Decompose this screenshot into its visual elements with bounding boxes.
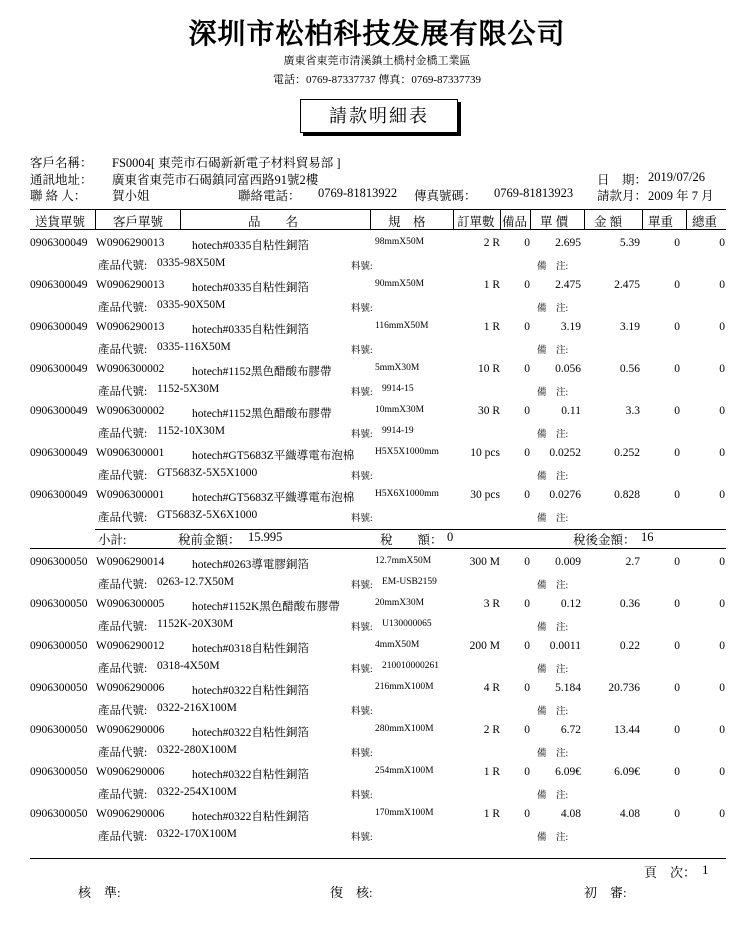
spare-qty: 0 (524, 640, 530, 652)
col-delivery-no: 送貨單號 (35, 215, 86, 229)
spare-qty: 0 (524, 363, 530, 375)
unit-price: 0.0011 (549, 640, 581, 652)
order-qty: 300 M (469, 556, 500, 568)
product-name: hotech#1152K黑色醋酸布膠帶 (192, 601, 340, 613)
spec: 20mmX30M (375, 598, 425, 608)
material-no-label: 料號: (351, 707, 373, 717)
material-no-label: 料號: (351, 388, 373, 398)
material-no-label: 料號: (351, 833, 373, 843)
material-no-label: 料號: (351, 430, 373, 440)
remark-label: 備 注: (537, 514, 569, 524)
spare-qty: 0 (524, 279, 530, 291)
header-sep (500, 210, 501, 229)
delivery-no: 0906300049 (30, 489, 88, 501)
aftertax-amount: 16 (641, 530, 654, 544)
unit-weight: 0 (674, 489, 680, 501)
amount: 0.36 (619, 598, 640, 610)
product-code: 0322-280X100M (157, 744, 237, 756)
unit-price: 5.184 (555, 682, 581, 694)
delivery-no: 0906300050 (30, 556, 88, 568)
customer-order-no: W0906290013 (96, 237, 165, 249)
amount: 0.828 (614, 489, 640, 501)
contact-label: 聯 絡 人： (30, 189, 87, 203)
remark-label: 備 注: (537, 791, 569, 801)
amount: 5.39 (619, 237, 640, 249)
total-weight: 0 (719, 405, 725, 417)
remark-label: 備 注: (537, 833, 569, 843)
spec: 280mmX100M (375, 724, 434, 734)
amount: 0.56 (619, 363, 640, 375)
product-code: 0318-4X50M (157, 660, 220, 672)
product-code-label: 產品代號: (98, 428, 148, 440)
product-code: 0335-116X50M (157, 341, 231, 353)
col-spare: 備品 (502, 215, 528, 229)
unit-weight: 0 (674, 279, 680, 291)
amount: 6.09€ (614, 766, 640, 778)
spec: 5mmX30M (375, 363, 420, 373)
order-qty: 1 R (483, 321, 500, 333)
amount: 0.22 (619, 640, 640, 652)
address-label: 通訊地址： (30, 173, 93, 187)
spare-qty: 0 (524, 405, 530, 417)
remark-label: 備 注: (537, 346, 569, 356)
header-sep (180, 210, 181, 229)
order-qty: 1 R (483, 808, 500, 820)
product-code: 0322-254X100M (157, 786, 237, 798)
delivery-no: 0906300050 (30, 682, 88, 694)
header-sep (530, 210, 531, 229)
product-name: hotech#0322自粘性銅箔 (192, 727, 309, 739)
unit-price: 0.11 (561, 405, 581, 417)
page-number: 1 (702, 862, 709, 877)
unit-weight: 0 (674, 724, 680, 736)
customer-order-no: W0906290006 (96, 724, 165, 736)
product-code-label: 產品代號: (98, 831, 148, 843)
material-no-label: 料號: (351, 304, 373, 314)
total-weight: 0 (719, 321, 725, 333)
product-code-label: 產品代號: (98, 705, 148, 717)
spare-qty: 0 (524, 447, 530, 459)
product-name: hotech#1152黑色醋酸布膠帶 (192, 408, 332, 420)
material-no: 9914-19 (382, 426, 414, 436)
order-qty: 30 pcs (470, 489, 500, 501)
col-total-weight: 總重 (692, 215, 718, 229)
spec: 12.7mmX50M (375, 556, 432, 566)
tax-amount: 0 (447, 530, 454, 544)
unit-price: 0.0252 (549, 447, 581, 459)
spec: 90mmX50M (375, 279, 425, 289)
unit-weight: 0 (674, 556, 680, 568)
col-order-qty: 訂單數 (457, 215, 495, 229)
material-no-label: 料號: (351, 665, 373, 675)
aftertax-label: 稅後金額： (573, 533, 636, 547)
delivery-no: 0906300049 (30, 321, 88, 333)
total-weight: 0 (719, 489, 725, 501)
spare-qty: 0 (524, 724, 530, 736)
spec: H5X6X1000mm (375, 489, 439, 499)
col-amount: 金 額 (594, 215, 623, 229)
spec: 216mmX100M (375, 682, 434, 692)
initial-review-label: 初 審: (584, 885, 627, 900)
total-weight: 0 (719, 682, 725, 694)
customer-order-no: W0906290013 (96, 279, 165, 291)
amount: 0.252 (614, 447, 640, 459)
spare-qty: 0 (524, 598, 530, 610)
order-qty: 30 R (477, 405, 500, 417)
order-qty: 2 R (483, 724, 500, 736)
unit-price: 3.19 (560, 321, 581, 333)
group-separator (30, 548, 726, 549)
material-no: U130000065 (382, 619, 432, 629)
spare-qty: 0 (524, 237, 530, 249)
customer-order-no: W0906300001 (96, 447, 165, 459)
spare-qty: 0 (524, 489, 530, 501)
approve-label: 核 準: (78, 885, 121, 900)
product-name: hotech#0335自粘性銅箔 (192, 324, 309, 336)
material-no-label: 料號: (351, 623, 373, 633)
col-product-name: 品 名 (248, 215, 299, 229)
billing-month: 2009 年 7 月 (648, 189, 714, 203)
product-name: hotech#GT5683Z平織導電布泡棉 (192, 450, 355, 462)
amount: 4.08 (619, 808, 640, 820)
spec: 116mmX50M (375, 321, 429, 331)
amount: 3.3 (625, 405, 640, 417)
delivery-no: 0906300050 (30, 640, 88, 652)
header-sep (642, 210, 643, 229)
contact-phone-label: 聯絡電話： (238, 189, 301, 203)
unit-price: 2.695 (555, 237, 581, 249)
remark-label: 備 注: (537, 707, 569, 717)
remark-label: 備 注: (537, 749, 569, 759)
customer-name: FS0004[ 東莞市石碣新新電子材料貿易部 ] (112, 156, 341, 170)
unit-weight: 0 (674, 321, 680, 333)
unit-weight: 0 (674, 363, 680, 375)
order-qty: 10 R (477, 363, 500, 375)
page-label: 頁 次： (644, 865, 697, 880)
product-code-label: 產品代號: (98, 260, 148, 272)
spec: 4mmX50M (375, 640, 420, 650)
delivery-no: 0906300050 (30, 598, 88, 610)
product-code: 0335-90X50M (157, 299, 226, 311)
unit-price: 0.056 (555, 363, 581, 375)
unit-price: 0.009 (555, 556, 581, 568)
remark-label: 備 注: (537, 262, 569, 272)
product-name: hotech#0322自粘性銅箔 (192, 811, 309, 823)
total-weight: 0 (719, 556, 725, 568)
total-weight: 0 (719, 447, 725, 459)
product-name: hotech#1152黑色醋酸布膠帶 (192, 366, 332, 378)
company-address: 廣東省東莞市清溪鎮土橋村金橋工業區 (283, 55, 471, 67)
customer-order-no: W0906290006 (96, 682, 165, 694)
spec: 254mmX100M (375, 766, 434, 776)
total-weight: 0 (719, 598, 725, 610)
product-code: 1152K-20X30M (157, 618, 234, 630)
delivery-no: 0906300049 (30, 237, 88, 249)
unit-weight: 0 (674, 640, 680, 652)
spec: 98mmX50M (375, 237, 425, 247)
customer-order-no: W0906300005 (96, 598, 165, 610)
customer-name-label: 客戶名稱： (30, 156, 93, 170)
product-code-label: 產品代號: (98, 747, 148, 759)
delivery-no: 0906300049 (30, 279, 88, 291)
contact-phone: 0769-81813922 (318, 186, 398, 200)
unit-weight: 0 (674, 447, 680, 459)
customer-order-no: W0906290006 (96, 808, 165, 820)
footer-rule (30, 858, 726, 859)
col-customer-order: 客戶單號 (113, 215, 164, 229)
date-label: 日 期： (597, 173, 648, 187)
total-weight: 0 (719, 237, 725, 249)
product-name: hotech#0318自粘性銅箔 (192, 643, 309, 655)
unit-price: 0.0276 (549, 489, 581, 501)
spec: 10mmX30M (375, 405, 425, 415)
customer-order-no: W0906300002 (96, 363, 165, 375)
product-code-label: 產品代號: (98, 663, 148, 675)
remark-label: 備 注: (537, 304, 569, 314)
company-name: 深圳市松柏科技发展有限公司 (188, 19, 566, 50)
remark-label: 備 注: (537, 665, 569, 675)
spare-qty: 0 (524, 766, 530, 778)
order-qty: 4 R (483, 682, 500, 694)
unit-price: 0.12 (560, 598, 581, 610)
product-code: 0322-216X100M (157, 702, 237, 714)
unit-price: 6.09€ (555, 766, 581, 778)
product-code-label: 產品代號: (98, 789, 148, 801)
spare-qty: 0 (524, 808, 530, 820)
material-no-label: 料號: (351, 791, 373, 801)
unit-weight: 0 (674, 766, 680, 778)
unit-weight: 0 (674, 405, 680, 417)
material-no-label: 料號: (351, 346, 373, 356)
unit-weight: 0 (674, 598, 680, 610)
col-unit-weight: 單重 (648, 215, 674, 229)
remark-label: 備 注: (537, 430, 569, 440)
material-no: 210010000261 (382, 661, 439, 671)
contact-person: 賀小姐 (112, 189, 150, 203)
spec: 170mmX100M (375, 808, 434, 818)
review-label: 復 核: (330, 885, 373, 900)
amount: 2.7 (625, 556, 640, 568)
product-code-label: 產品代號: (98, 302, 148, 314)
product-code-label: 產品代號: (98, 386, 148, 398)
order-qty: 3 R (483, 598, 500, 610)
fax-number: 0769-81813923 (494, 186, 574, 200)
doc-title: 請款明細表 (300, 99, 458, 133)
customer-order-no: W0906300001 (96, 489, 165, 501)
spare-qty: 0 (524, 682, 530, 694)
pretax-label: 稅前金額： (178, 533, 241, 547)
fax-label: 傳真號碼： (414, 189, 477, 203)
amount: 3.19 (619, 321, 640, 333)
company-phone-fax: 電話：0769-87337737 傳真：0769-87337739 (272, 74, 482, 86)
order-qty: 1 R (483, 766, 500, 778)
spare-qty: 0 (524, 556, 530, 568)
total-weight: 0 (719, 279, 725, 291)
product-name: hotech#0263導電膠銅箔 (192, 559, 309, 571)
product-code: 0263-12.7X50M (157, 576, 234, 588)
total-weight: 0 (719, 724, 725, 736)
remark-label: 備 注: (537, 581, 569, 591)
date-value: 2019/07/26 (648, 170, 705, 184)
customer-order-no: W0906290012 (96, 640, 165, 652)
total-weight: 0 (719, 766, 725, 778)
customer-address: 廣東省東莞市石碣鎮同富西路91號2樓 (112, 173, 319, 187)
material-no: 9914-15 (382, 384, 414, 394)
header-sep (370, 210, 371, 229)
header-sep (584, 210, 585, 229)
customer-order-no: W0906290014 (96, 556, 165, 568)
remark-label: 備 注: (537, 623, 569, 633)
product-name: hotech#0335自粘性銅箔 (192, 240, 309, 252)
delivery-no: 0906300049 (30, 363, 88, 375)
order-qty: 2 R (483, 237, 500, 249)
delivery-no: 0906300050 (30, 808, 88, 820)
remark-label: 備 注: (537, 472, 569, 482)
product-code-label: 產品代號: (98, 621, 148, 633)
product-code-label: 產品代號: (98, 579, 148, 591)
unit-price: 4.08 (560, 808, 581, 820)
order-qty: 1 R (483, 279, 500, 291)
product-code-label: 產品代號: (98, 470, 148, 482)
product-name: hotech#0335自粘性銅箔 (192, 282, 309, 294)
order-qty: 200 M (469, 640, 500, 652)
subtotal-label: 小計: (98, 533, 127, 547)
material-no-label: 料號: (351, 472, 373, 482)
pretax-amount: 15.995 (248, 530, 283, 544)
unit-price: 6.72 (560, 724, 581, 736)
remark-label: 備 注: (537, 388, 569, 398)
product-code: 0322-170X100M (157, 828, 237, 840)
col-unit-price: 單 價 (540, 215, 569, 229)
material-no-label: 料號: (351, 262, 373, 272)
amount: 13.44 (614, 724, 640, 736)
delivery-no: 0906300050 (30, 724, 88, 736)
customer-order-no: W0906290006 (96, 766, 165, 778)
header-sep (686, 210, 687, 229)
order-qty: 10 pcs (470, 447, 500, 459)
spare-qty: 0 (524, 321, 530, 333)
amount: 2.475 (614, 279, 640, 291)
delivery-no: 0906300050 (30, 766, 88, 778)
total-weight: 0 (719, 640, 725, 652)
customer-order-no: W0906300002 (96, 405, 165, 417)
tax-label: 稅 額： (380, 533, 443, 547)
spec: H5X5X1000mm (375, 447, 439, 457)
total-weight: 0 (719, 808, 725, 820)
product-code-label: 產品代號: (98, 512, 148, 524)
product-code: 1152-5X30M (157, 383, 220, 395)
delivery-no: 0906300049 (30, 447, 88, 459)
col-spec: 規 格 (388, 215, 426, 229)
product-code: GT5683Z-5X5X1000 (157, 467, 258, 479)
billing-month-label: 請款月： (597, 189, 648, 203)
product-code: 1152-10X30M (157, 425, 225, 437)
material-no-label: 料號: (351, 749, 373, 759)
product-name: hotech#0322自粘性銅箔 (192, 769, 309, 781)
unit-price: 2.475 (555, 279, 581, 291)
material-no-label: 料號: (351, 581, 373, 591)
product-name: hotech#GT5683Z平織導電布泡棉 (192, 492, 355, 504)
product-name: hotech#0322自粘性銅箔 (192, 685, 309, 697)
product-code: 0335-98X50M (157, 257, 226, 269)
material-no: EM-USB2159 (382, 577, 437, 587)
delivery-no: 0906300049 (30, 405, 88, 417)
header-top-rule (30, 209, 726, 210)
amount: 20.736 (608, 682, 640, 694)
header-sep (95, 210, 96, 229)
unit-weight: 0 (674, 237, 680, 249)
unit-weight: 0 (674, 808, 680, 820)
header-sep (453, 210, 454, 229)
product-code-label: 產品代號: (98, 344, 148, 356)
unit-weight: 0 (674, 682, 680, 694)
material-no-label: 料號: (351, 514, 373, 524)
total-weight: 0 (719, 363, 725, 375)
product-code: GT5683Z-5X6X1000 (157, 509, 258, 521)
customer-order-no: W0906290013 (96, 321, 165, 333)
